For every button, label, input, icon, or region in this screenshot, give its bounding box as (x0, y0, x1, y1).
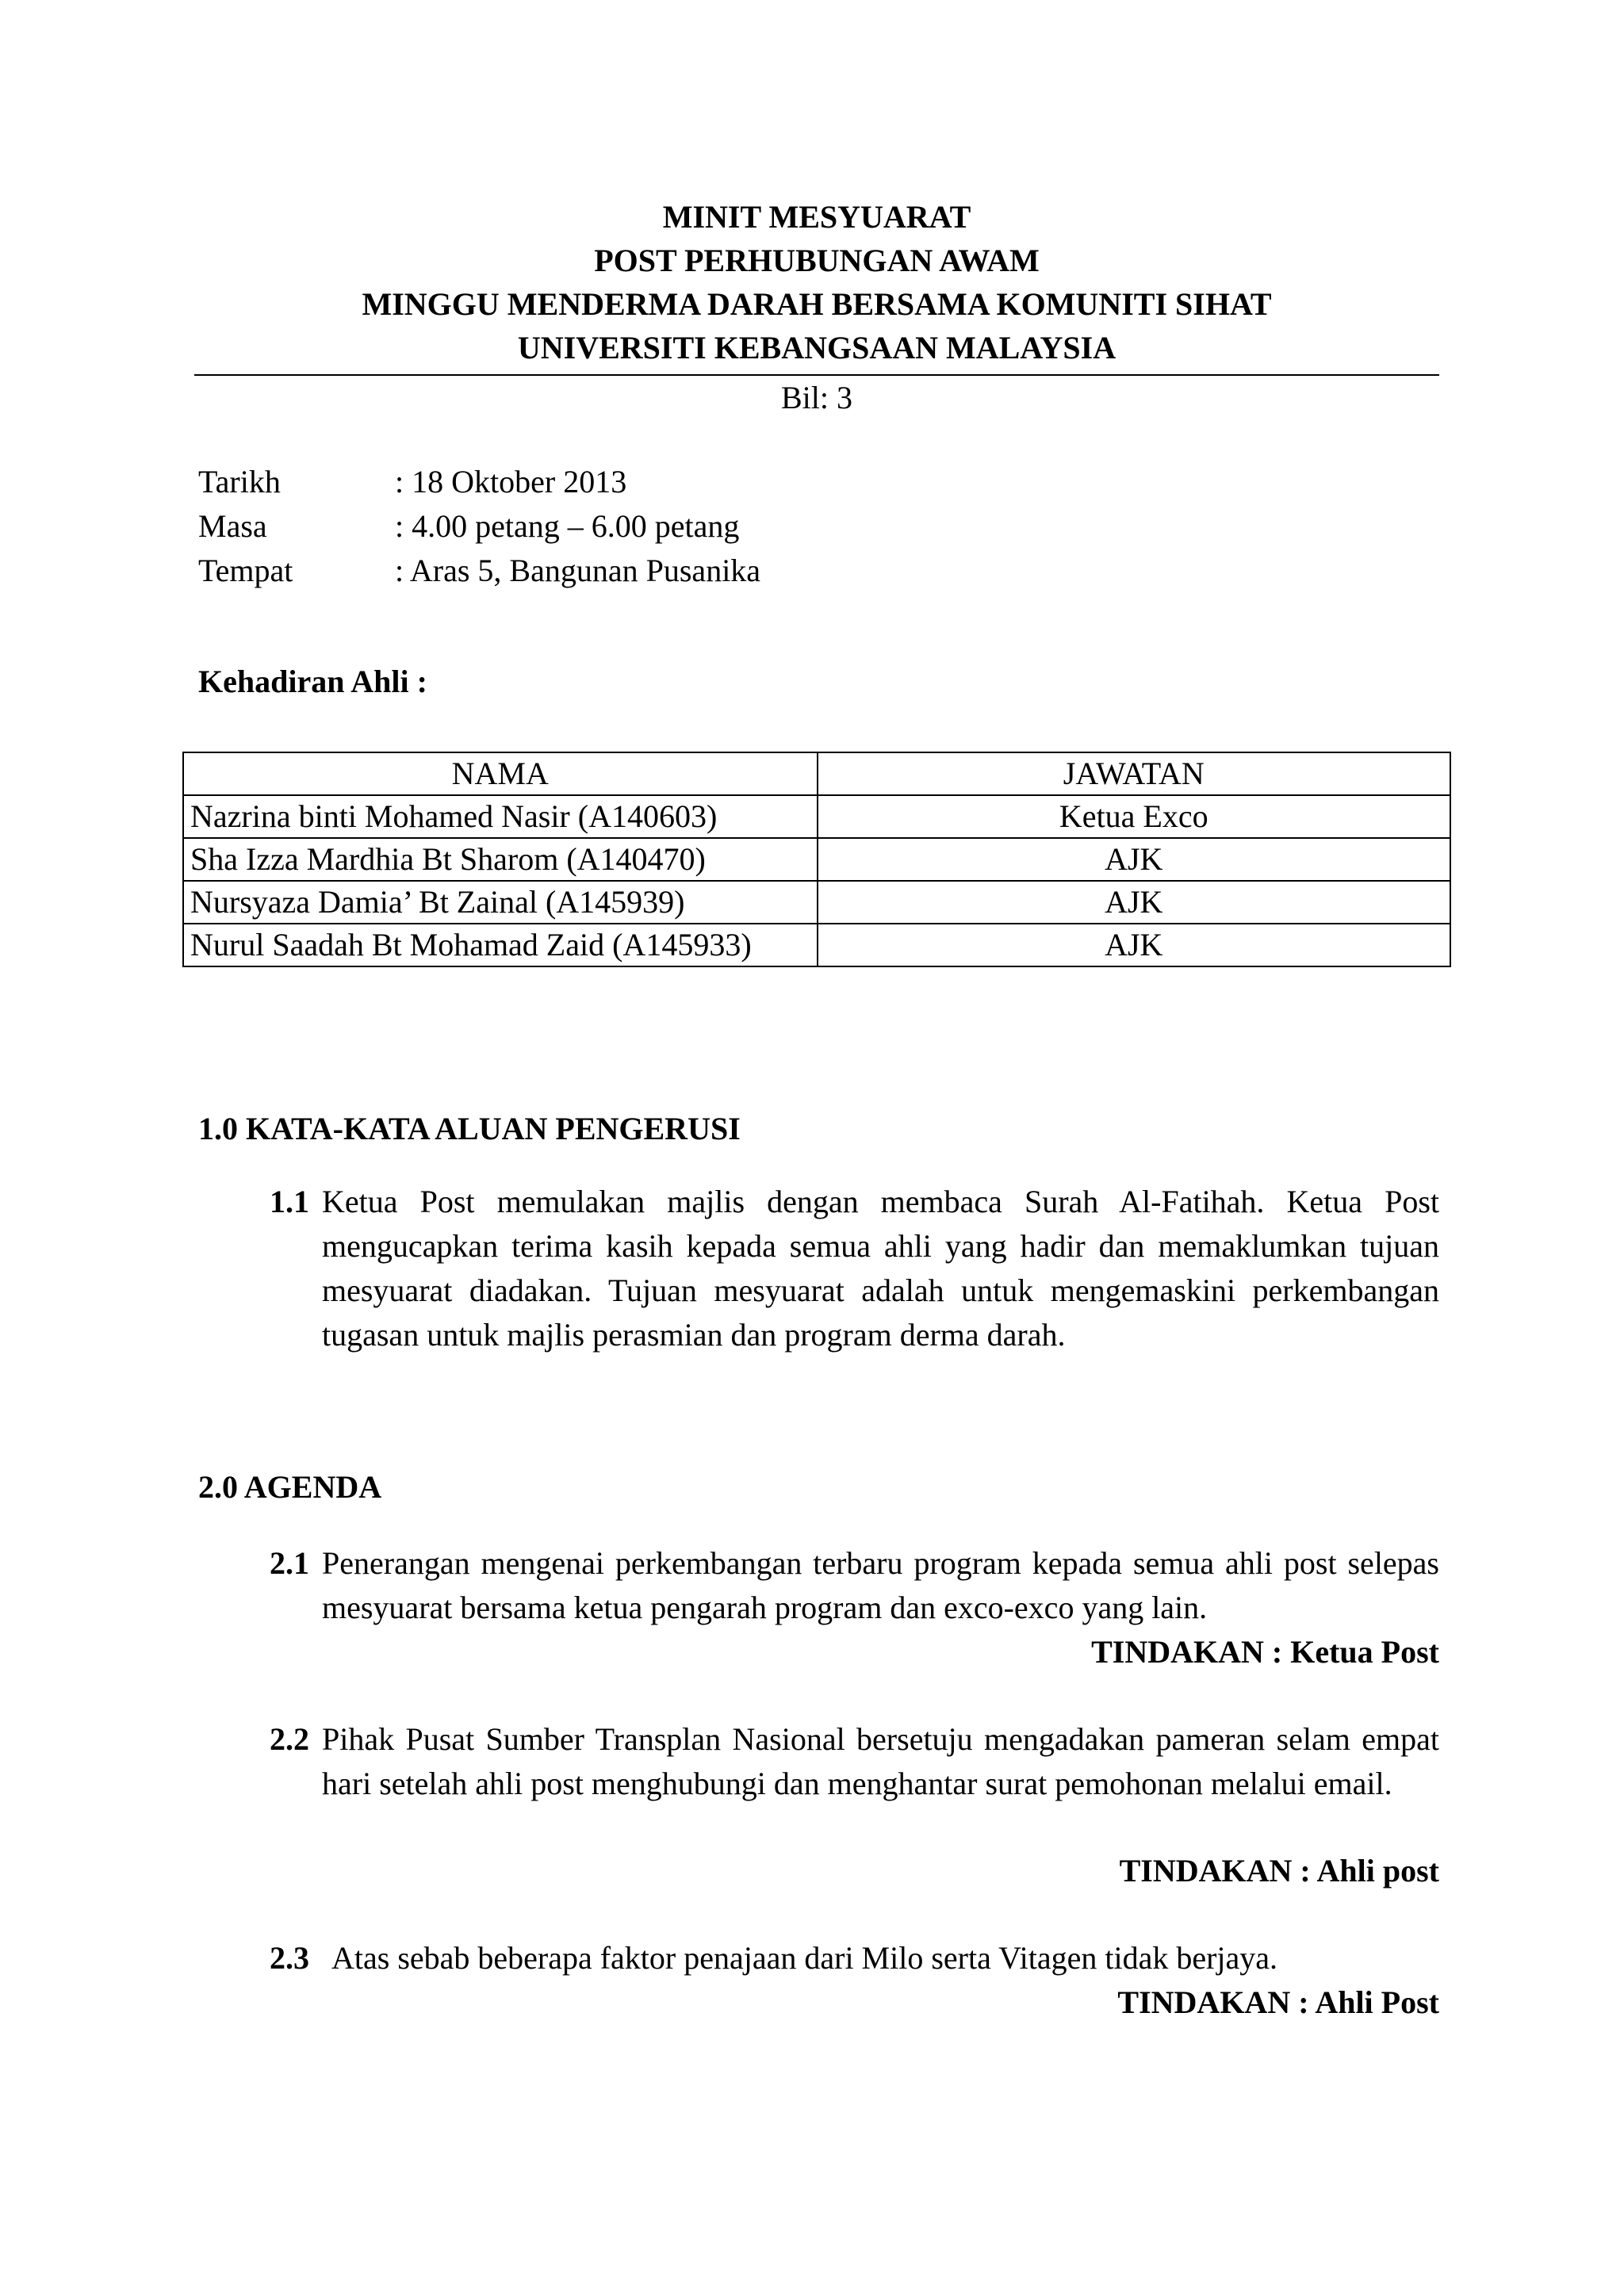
bil-number: Bil: 3 (780, 380, 853, 415)
member-name: Sha Izza Mardhia Bt Sharom (A140470) (183, 838, 818, 881)
action-owner-2-1: TINDAKAN : Ketua Post (1091, 1634, 1439, 1670)
tarikh-label: Tarikh (198, 464, 281, 499)
item-text: Atas sebab beberapa faktor penajaan dari Milo serta Vitagen tidak berjaya. (331, 1940, 1278, 1976)
item-text: Penerangan mengenai perkembangan terbaru program kepada semua ahli post selepas mesyuarat bersama ketua pengarah program dan exco-exco yang lain. (322, 1545, 1439, 1625)
member-position: AJK (818, 881, 1450, 924)
section-2-heading: 2.0 AGENDA (198, 1469, 382, 1505)
title-line-2: POST PERHUBUNGAN AWAM (594, 243, 1040, 278)
table-row (183, 881, 1450, 924)
document-title-block (194, 195, 1439, 369)
tempat-label: Tempat (198, 553, 293, 588)
agenda-item-2-2 (270, 1717, 1439, 1806)
title-line-3: MINGGU MENDERMA DARAH BERSAMA KOMUNITI SIHAT (362, 286, 1272, 322)
column-header-jawatan: JAWATAN (818, 752, 1450, 795)
masa-row (198, 504, 760, 549)
member-name: Nurul Saadah Bt Mohamad Zaid (A145933) (183, 924, 818, 966)
tarikh-value: : 18 Oktober 2013 (395, 464, 627, 499)
title-line-4: UNIVERSITI KEBANGSAAN MALAYSIA (517, 330, 1116, 365)
tempat-value: : Aras 5, Bangunan Pusanika (395, 553, 761, 588)
attendance-table (182, 752, 1451, 967)
action-owner-2-2: TINDAKAN : Ahli post (1119, 1853, 1439, 1888)
agenda-item-1-1 (270, 1180, 1439, 1357)
item-number: 2.3 (270, 1940, 309, 1976)
member-name: Nazrina binti Mohamed Nasir (A140603) (183, 795, 818, 838)
masa-value: : 4.00 petang – 6.00 petang (395, 508, 740, 544)
section-1-heading: 1.0 KATA-KATA ALUAN PENGERUSI (198, 1111, 741, 1146)
table-row (183, 924, 1450, 966)
member-position: AJK (818, 924, 1450, 966)
meeting-details (198, 460, 760, 593)
action-owner-2-3: TINDAKAN : Ahli Post (1117, 1984, 1439, 2020)
tarikh-row (198, 460, 760, 504)
item-number: 2.2 (270, 1721, 309, 1757)
table-row (183, 795, 1450, 838)
member-position: AJK (818, 838, 1450, 881)
agenda-item-2-1 (270, 1541, 1439, 1630)
masa-label: Masa (198, 508, 267, 544)
attendance-heading: Kehadiran Ahli : (198, 664, 427, 699)
table-row (183, 838, 1450, 881)
header-divider (194, 374, 1439, 376)
column-header-nama: NAMA (183, 752, 818, 795)
item-text: Pihak Pusat Sumber Transplan Nasional bersetuju mengadakan pameran selam empat hari setelah ahli post menghubungi dan menghantar surat pemohonan melalui email. (322, 1721, 1439, 1801)
table-header-row (183, 752, 1450, 795)
item-number: 2.1 (270, 1545, 309, 1581)
member-position: Ketua Exco (818, 795, 1450, 838)
member-name: Nursyaza Damia’ Bt Zainal (A145939) (183, 881, 818, 924)
agenda-item-2-3 (270, 1936, 1439, 1980)
item-text: Ketua Post memulakan majlis dengan membaca Surah Al-Fatihah. Ketua Post mengucapkan terima kasih kepada semua ahli yang hadir dan memaklumkan tujuan mesyuarat diadakan. Tujuan mesyuarat adalah untuk mengemaskini perkembangan tugasan untuk majlis perasmian dan program derma darah. (322, 1184, 1439, 1353)
title-line-1: MINIT MESYUARAT (662, 199, 971, 235)
tempat-row (198, 549, 760, 593)
item-number: 1.1 (270, 1184, 309, 1219)
